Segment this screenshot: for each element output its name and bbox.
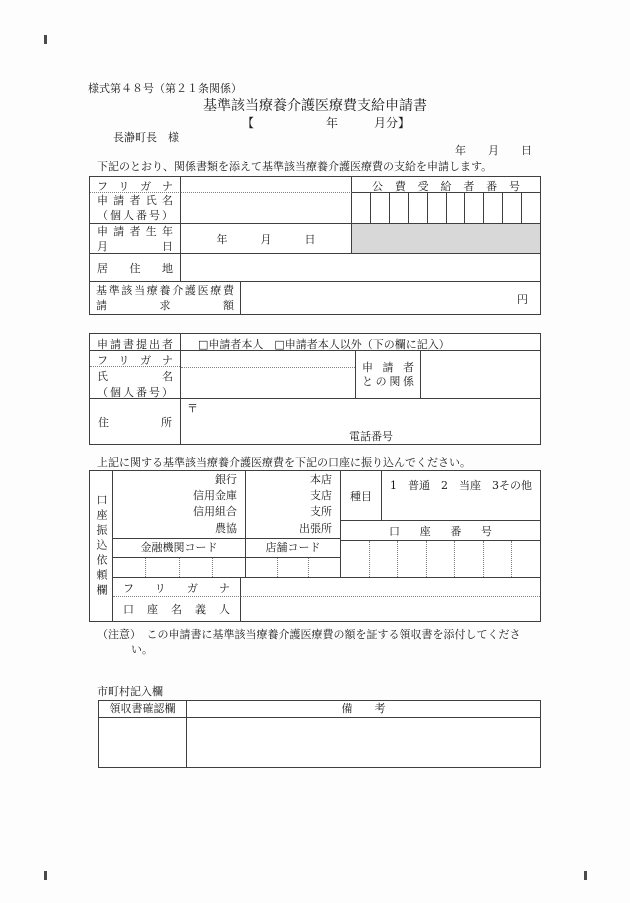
account-number-header: 口座番号 xyxy=(341,521,540,541)
applicant-furigana-label: フリガナ xyxy=(90,177,181,193)
institution-type: 信用金庫 xyxy=(193,489,237,503)
digit-cell xyxy=(370,193,389,223)
receipt-check-header: 領収書確認欄 xyxy=(99,701,187,718)
bank-instruction: 上記に関する基準該当療養介護医療費を下記の口座に振り込んでください。 xyxy=(97,456,471,469)
submitter-furigana-field xyxy=(181,351,355,368)
period-line: 【 年 月分】 xyxy=(242,116,411,130)
scan-mark-top-left xyxy=(44,35,47,44)
amount-label-line2: 請求額 xyxy=(96,299,234,312)
digit-cell xyxy=(212,558,245,577)
submitter-name-label-line1: 氏名 xyxy=(97,370,173,383)
address-field xyxy=(181,399,540,444)
submitter-options: □申請者本人 □申請者本人以外（下の欄に記入） xyxy=(181,334,540,351)
dob-label xyxy=(90,224,181,254)
applicant-table xyxy=(89,176,541,315)
digit-cell xyxy=(483,541,512,577)
phone-label: 電話番号 xyxy=(349,430,393,443)
digit-cell xyxy=(145,558,178,577)
dob-label-line1: 申請者生年 xyxy=(97,225,173,238)
applicant-name-label-line1: 申請者氏名 xyxy=(97,194,173,207)
municipal-section-label: 市町村記入欄 xyxy=(97,685,163,698)
amount-label-line1: 基準該当療養介護医療費 xyxy=(96,284,234,297)
account-type-label: 種目 xyxy=(341,471,382,521)
branch-type: 出張所 xyxy=(299,521,332,535)
account-number-cells xyxy=(341,541,540,578)
applicant-name-field xyxy=(181,193,352,224)
currency-label: 円 xyxy=(517,293,528,306)
applicant-furigana-field xyxy=(181,177,352,193)
digit-cell xyxy=(427,193,446,223)
institution-code-header: 金融機関コード xyxy=(113,539,246,558)
remarks-header: 備 考 xyxy=(187,701,540,718)
bank-table xyxy=(89,470,541,622)
amount-field xyxy=(241,282,540,314)
applicant-name-label-line2: （個人番号） xyxy=(97,209,173,222)
digit-cell xyxy=(246,558,277,577)
residence-label: 居住地 xyxy=(90,254,181,282)
digit-cell xyxy=(454,541,483,577)
digit-cell xyxy=(397,541,426,577)
amount-label xyxy=(90,282,241,314)
scan-mark-bottom-left xyxy=(44,871,47,880)
applicant-name-label xyxy=(90,193,181,224)
note-text: （注意） この申請書に基準該当療養介護医療費の額を証する領収書を添付してください。 xyxy=(97,628,521,656)
digit-cell xyxy=(179,558,212,577)
branch-type-list xyxy=(246,471,341,539)
institution-type-list xyxy=(113,471,246,539)
recipient-number-header: 公費受給者番号 xyxy=(352,177,540,193)
relation-field xyxy=(421,351,540,399)
form-number: 様式第４８号（第２１条関係） xyxy=(88,82,242,95)
submitter-table xyxy=(89,333,541,445)
relation-label-line1: 申請者 xyxy=(362,360,414,374)
institution-type: 農協 xyxy=(215,521,237,535)
intro-text: 下記のとおり、関係書類を添えて基準該当療養介護医療費の支給を申請します。 xyxy=(97,160,493,173)
bank-furigana-field xyxy=(241,578,540,597)
branch-code-cells xyxy=(246,558,341,578)
address-label: 住所 xyxy=(90,399,181,444)
digit-cell xyxy=(389,193,408,223)
branch-code-header: 店舗コード xyxy=(246,539,341,558)
municipal-table xyxy=(98,700,541,768)
digit-cell xyxy=(113,558,145,577)
dob-placeholder: 年 月 日 xyxy=(181,224,352,254)
digit-cell xyxy=(277,558,309,577)
submitter-furigana-label: フリガナ xyxy=(90,351,180,367)
digit-cell xyxy=(352,193,370,223)
digit-cell xyxy=(426,541,455,577)
digit-cell xyxy=(483,193,502,223)
digit-cell xyxy=(464,193,483,223)
dob-label-line2: 月日 xyxy=(97,240,173,253)
bank-vertical-label: 口座振込依頼欄 xyxy=(90,471,113,621)
digit-cell xyxy=(408,193,427,223)
digit-cell xyxy=(502,193,521,223)
account-type-options: 1 普通 2 当座 3その他 xyxy=(382,471,540,521)
submitter-name-field xyxy=(181,351,356,399)
scan-mark-bottom-right xyxy=(584,871,587,880)
submitter-name-label xyxy=(90,351,181,399)
receipt-check-field xyxy=(99,718,187,767)
submitter-row-label: 申請書提出者 xyxy=(90,334,181,351)
branch-type: 支所 xyxy=(310,505,332,519)
digit-cell xyxy=(511,541,540,577)
institution-type: 信用組合 xyxy=(193,505,237,519)
institution-code-cells xyxy=(113,558,246,578)
remarks-field xyxy=(187,718,540,767)
postal-mark: 〒 xyxy=(187,402,198,415)
institution-type: 銀行 xyxy=(215,473,237,486)
addressee: 長瀞町長 様 xyxy=(113,131,179,144)
account-holder-label: 口座名義人 xyxy=(113,597,241,621)
digit-cell xyxy=(521,193,540,223)
bank-furigana-label: フリガナ xyxy=(113,578,241,597)
branch-type: 支店 xyxy=(310,489,332,503)
relation-label xyxy=(356,351,421,399)
date-placeholder: 年 月 日 xyxy=(455,144,532,157)
relation-label-line2: との関係 xyxy=(362,374,414,388)
page-title: 基準該当療養介護医療費支給申請書 xyxy=(203,98,427,114)
digit-cell xyxy=(369,541,398,577)
recipient-number-cells xyxy=(352,193,540,224)
dob-shaded-cell xyxy=(352,224,540,254)
residence-field xyxy=(181,254,540,282)
digit-cell xyxy=(308,558,340,577)
account-holder-field xyxy=(241,597,540,621)
submitter-name-label-line2: （個人番号） xyxy=(97,386,173,399)
digit-cell xyxy=(446,193,465,223)
branch-type: 本店 xyxy=(310,473,332,486)
digit-cell xyxy=(341,541,369,577)
